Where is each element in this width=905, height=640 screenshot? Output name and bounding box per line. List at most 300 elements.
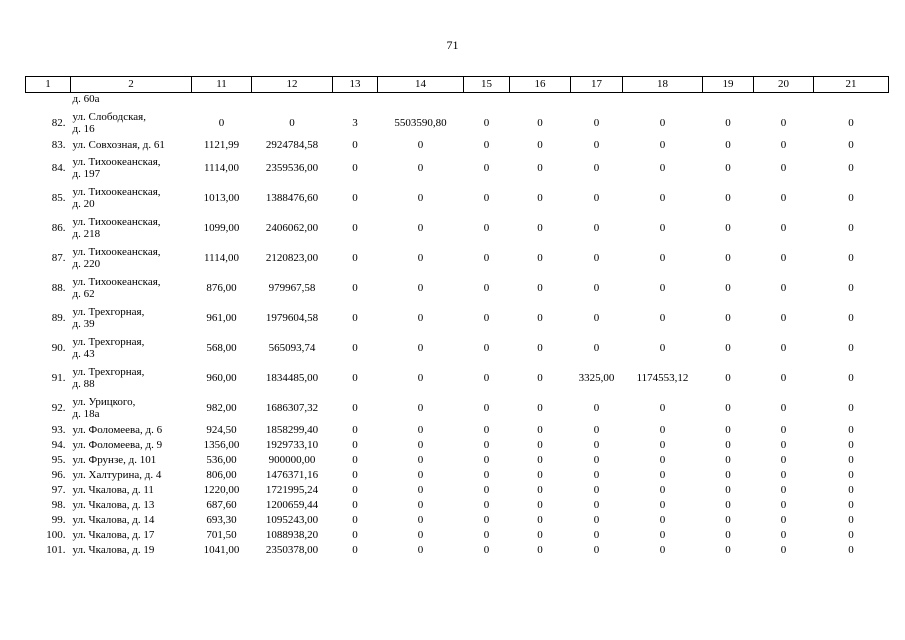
value-cell-18: 0	[659, 191, 666, 204]
value-cell-14: 0	[417, 139, 424, 152]
value-cell-19: 0	[725, 311, 731, 324]
value-cell-15: 0	[483, 499, 490, 512]
address-line: д. 39	[72, 318, 95, 330]
row-number: 97.	[51, 484, 66, 497]
table-row	[26, 108, 889, 138]
value-cell-18: 0	[659, 221, 666, 234]
value-cell-11: 693,30	[206, 514, 237, 527]
table-row	[26, 498, 889, 513]
address-cell	[71, 183, 192, 213]
value-cell-15: 0	[483, 401, 490, 414]
value-cell-18: 0	[659, 484, 666, 497]
value-cell-12: 1088938,20	[265, 529, 319, 542]
row-number: 87.	[51, 251, 66, 264]
address-cell	[71, 468, 192, 483]
value-cell-21: 0	[848, 499, 854, 512]
value-cell-13: 0	[352, 221, 358, 234]
value-cell-17: 0	[593, 401, 600, 414]
address-cell	[71, 153, 192, 183]
value-cell-11: 960,00	[206, 371, 237, 384]
value-cell-15: 0	[483, 544, 490, 557]
value-cell-20: 0	[780, 529, 787, 542]
value-cell-12: 1476371,16	[265, 469, 319, 482]
row-number: 95.	[51, 454, 66, 467]
value-cell-17: 0	[593, 484, 600, 497]
value-cell-12: 979967,58	[268, 281, 316, 294]
value-cell-11: 1121,99	[203, 139, 240, 152]
value-cell-17: 0	[593, 139, 600, 152]
value-cell-16: 0	[537, 484, 543, 497]
value-cell-16: 0	[537, 221, 543, 234]
value-cell-19: 0	[725, 139, 731, 152]
value-cell-19: 0	[725, 469, 731, 482]
value-cell-16: 0	[537, 514, 543, 527]
table-row	[26, 513, 889, 528]
value-cell-13: 0	[352, 454, 358, 467]
value-cell-21: 0	[848, 514, 854, 527]
value-cell-16: 0	[537, 251, 543, 264]
value-cell-21: 0	[848, 484, 854, 497]
value-cell-11: 1114,00	[204, 251, 239, 264]
column-header: 16	[510, 77, 571, 93]
table-row	[26, 528, 889, 543]
value-cell-20: 0	[780, 221, 787, 234]
value-cell-15: 0	[483, 454, 490, 467]
value-cell-12: 1095243,00	[265, 514, 319, 527]
value-cell-13: 0	[352, 544, 358, 557]
address-line: ул. Чкалова, д. 11	[72, 484, 154, 497]
address-cell	[71, 273, 192, 303]
value-cell-17: 0	[593, 454, 600, 467]
value-cell-13: 0	[352, 439, 358, 452]
value-cell-21: 0	[848, 191, 854, 204]
value-cell-13: 0	[352, 484, 358, 497]
value-cell-14: 0	[417, 281, 424, 294]
value-cell-15: 0	[483, 371, 490, 384]
row-number: 96.	[51, 469, 66, 482]
value-cell-21: 0	[848, 221, 854, 234]
value-cell-18: 0	[659, 139, 666, 152]
value-cell-16: 0	[537, 139, 543, 152]
address-cell	[71, 513, 192, 528]
value-cell-18: 0	[659, 341, 666, 354]
value-cell-20: 0	[780, 371, 787, 384]
value-cell-14: 0	[417, 341, 424, 354]
value-cell-11: 0	[218, 116, 225, 129]
value-cell-21: 0	[848, 371, 854, 384]
value-cell-15: 0	[483, 139, 490, 152]
value-cell-20: 0	[780, 499, 787, 512]
value-cell-18: 0	[659, 469, 666, 482]
value-cell-13: 0	[352, 281, 358, 294]
column-header: 14	[378, 77, 464, 93]
value-cell-14: 0	[417, 401, 424, 414]
value-cell-14: 0	[417, 251, 424, 264]
address-cell	[71, 243, 192, 273]
value-cell-18: 0	[659, 544, 666, 557]
value-cell-14: 0	[417, 424, 424, 437]
value-cell-11: 1099,00	[203, 221, 240, 234]
value-cell-16: 0	[537, 424, 543, 437]
value-cell-11: 701,50	[206, 529, 237, 542]
address-line: ул. Тихоокеанская,	[72, 245, 161, 258]
column-header: 20	[754, 77, 814, 93]
value-cell-13: 0	[352, 161, 358, 174]
value-cell-20: 0	[780, 116, 787, 129]
column-header: 15	[464, 77, 510, 93]
value-cell-17: 0	[593, 439, 600, 452]
value-cell-14: 5503590,80	[394, 116, 447, 129]
address-line: ул. Тихоокеанская,	[72, 155, 161, 168]
address-line: ул. Тихоокеанская,	[72, 185, 161, 198]
value-cell-11: 1041,00	[203, 544, 240, 557]
address-line: д. 197	[72, 168, 101, 180]
value-cell-13: 0	[352, 529, 358, 542]
address-cell	[71, 498, 192, 513]
address-line: д. 18а	[72, 408, 100, 420]
value-cell-18: 0	[659, 281, 666, 294]
value-cell-11: 1114,00	[204, 161, 239, 174]
table-row	[26, 363, 889, 393]
value-cell-12: 2359536,00	[265, 161, 319, 174]
value-cell-19: 0	[725, 251, 731, 264]
address-line: д. 218	[72, 228, 101, 240]
value-cell-19: 0	[725, 544, 731, 557]
value-cell-20: 0	[780, 191, 787, 204]
table-row	[26, 468, 889, 483]
value-cell-15: 0	[483, 161, 490, 174]
page-number: 71	[446, 38, 459, 52]
value-cell-18: 0	[659, 514, 666, 527]
table-row	[26, 183, 889, 213]
value-cell-15: 0	[483, 341, 490, 354]
row-number: 98.	[51, 499, 66, 512]
column-header: 1	[26, 77, 71, 93]
value-cell-12: 1858299,40	[265, 424, 319, 437]
table-row	[26, 273, 889, 303]
column-header: 11	[192, 77, 252, 93]
value-cell-20: 0	[780, 484, 787, 497]
value-cell-17: 0	[593, 116, 600, 129]
value-cell-15: 0	[483, 221, 490, 234]
value-cell-14: 0	[417, 469, 424, 482]
value-cell-15: 0	[483, 191, 490, 204]
column-header: 18	[623, 77, 703, 93]
value-cell-16: 0	[537, 281, 543, 294]
table-row	[26, 213, 889, 243]
value-cell-13: 0	[352, 191, 358, 204]
value-cell-11: 924,50	[206, 424, 237, 437]
value-cell-15: 0	[483, 251, 490, 264]
value-cell-18: 0	[659, 161, 666, 174]
table-row	[26, 153, 889, 183]
value-cell-12: 0	[289, 116, 295, 129]
value-cell-19: 0	[725, 439, 731, 452]
address-cell	[71, 393, 192, 423]
value-cell-14: 0	[417, 191, 424, 204]
value-cell-15: 0	[483, 311, 490, 324]
table-body	[26, 93, 889, 559]
column-header: 12	[252, 77, 333, 93]
value-cell-18: 1174553,12	[636, 371, 689, 384]
value-cell-20: 0	[780, 424, 787, 437]
value-cell-12: 1979604,58	[265, 311, 319, 324]
value-cell-15: 0	[483, 469, 490, 482]
column-header: 13	[333, 77, 378, 93]
table-row	[26, 393, 889, 423]
value-cell-16: 0	[537, 529, 543, 542]
table-row	[26, 438, 889, 453]
row-number: 84.	[51, 161, 66, 174]
row-number: 83.	[51, 139, 66, 152]
value-cell-19: 0	[725, 191, 731, 204]
address-cell	[71, 483, 192, 498]
table-row	[26, 138, 889, 153]
value-cell-14: 0	[417, 454, 424, 467]
value-cell-17: 0	[593, 191, 600, 204]
continuation-row	[26, 93, 889, 109]
row-number: 94.	[51, 439, 66, 452]
row-number: 86.	[51, 221, 66, 234]
value-cell-14: 0	[417, 499, 424, 512]
column-header: 21	[814, 77, 889, 93]
value-cell-18: 0	[659, 116, 666, 129]
data-table	[25, 76, 889, 558]
value-cell-17: 3325,00	[578, 371, 615, 384]
address-line: ул. Слободская,	[72, 110, 146, 123]
value-cell-18: 0	[659, 454, 666, 467]
value-cell-14: 0	[417, 371, 424, 384]
value-cell-11: 806,00	[206, 469, 237, 482]
address-line: ул. Чкалова, д. 19	[72, 544, 155, 557]
value-cell-21: 0	[848, 341, 854, 354]
value-cell-15: 0	[483, 484, 490, 497]
continuation-text: д. 60а	[72, 93, 100, 105]
value-cell-21: 0	[848, 529, 854, 542]
value-cell-19: 0	[725, 371, 731, 384]
value-cell-21: 0	[848, 281, 854, 294]
value-cell-19: 0	[725, 454, 731, 467]
value-cell-15: 0	[483, 281, 490, 294]
value-cell-15: 0	[483, 439, 490, 452]
row-number: 90.	[51, 341, 66, 354]
value-cell-11: 1013,00	[203, 191, 240, 204]
value-cell-12: 1929733,10	[265, 439, 319, 452]
value-cell-17: 0	[593, 499, 600, 512]
address-line: ул. Халтурина, д. 4	[72, 469, 162, 482]
value-cell-16: 0	[537, 341, 543, 354]
row-number: 100.	[46, 529, 66, 542]
value-cell-17: 0	[593, 341, 600, 354]
address-cell	[71, 303, 192, 333]
value-cell-19: 0	[725, 221, 731, 234]
table-row	[26, 543, 889, 558]
value-cell-13: 0	[352, 401, 358, 414]
value-cell-16: 0	[537, 469, 543, 482]
value-cell-11: 536,00	[206, 454, 237, 467]
value-cell-21: 0	[848, 469, 854, 482]
value-cell-16: 0	[537, 401, 543, 414]
value-cell-20: 0	[780, 161, 787, 174]
value-cell-21: 0	[848, 439, 854, 452]
value-cell-11: 568,00	[206, 341, 237, 354]
value-cell-20: 0	[780, 139, 787, 152]
address-line: ул. Совхозная, д. 61	[72, 139, 165, 152]
address-cell	[71, 423, 192, 438]
value-cell-15: 0	[483, 424, 490, 437]
value-cell-11: 1356,00	[203, 439, 240, 452]
value-cell-15: 0	[483, 116, 490, 129]
address-line: ул. Фоломеева, д. 9	[72, 439, 163, 452]
row-number: 93.	[51, 424, 66, 437]
row-number: 92.	[51, 401, 66, 414]
address-line: ул. Фоломеева, д. 6	[72, 424, 163, 437]
address-line: ул. Тихоокеанская,	[72, 275, 161, 288]
address-cell	[71, 453, 192, 468]
value-cell-17: 0	[593, 529, 600, 542]
address-line: ул. Трехгорная,	[72, 365, 145, 378]
value-cell-12: 2120823,00	[265, 251, 319, 264]
value-cell-16: 0	[537, 439, 543, 452]
value-cell-17: 0	[593, 544, 600, 557]
value-cell-11: 961,00	[206, 311, 237, 324]
value-cell-17: 0	[593, 251, 600, 264]
value-cell-12: 565093,74	[268, 341, 316, 354]
value-cell-12: 1388476,60	[265, 191, 319, 204]
address-cell	[71, 213, 192, 243]
row-number: 101.	[46, 544, 66, 557]
table-row	[26, 453, 889, 468]
value-cell-18: 0	[659, 311, 666, 324]
header-row	[26, 77, 889, 93]
value-cell-13: 3	[352, 116, 358, 129]
value-cell-11: 1220,00	[203, 484, 240, 497]
column-header: 19	[703, 77, 754, 93]
value-cell-18: 0	[659, 529, 666, 542]
value-cell-12: 1721995,24	[265, 484, 319, 497]
value-cell-21: 0	[848, 544, 854, 557]
address-line: д. 20	[72, 198, 95, 210]
row-number: 85.	[51, 191, 66, 204]
value-cell-20: 0	[780, 439, 787, 452]
value-cell-16: 0	[537, 371, 543, 384]
value-cell-20: 0	[780, 281, 787, 294]
value-cell-21: 0	[848, 161, 854, 174]
value-cell-13: 0	[352, 469, 358, 482]
value-cell-20: 0	[780, 454, 787, 467]
row-number: 88.	[51, 281, 66, 294]
value-cell-19: 0	[725, 484, 731, 497]
column-header: 17	[571, 77, 623, 93]
value-cell-20: 0	[780, 341, 787, 354]
value-cell-18: 0	[659, 439, 666, 452]
value-cell-19: 0	[725, 424, 731, 437]
row-number: 99.	[51, 514, 66, 527]
value-cell-12: 2406062,00	[265, 221, 319, 234]
value-cell-20: 0	[780, 514, 787, 527]
value-cell-16: 0	[537, 544, 543, 557]
address-line: д. 220	[72, 258, 101, 270]
table-row	[26, 303, 889, 333]
value-cell-11: 982,00	[206, 401, 237, 414]
value-cell-19: 0	[725, 514, 731, 527]
value-cell-19: 0	[725, 499, 731, 512]
address-line: д. 62	[72, 288, 95, 300]
value-cell-21: 0	[848, 454, 854, 467]
address-cell	[71, 528, 192, 543]
address-line: ул. Урицкого,	[72, 395, 136, 408]
value-cell-17: 0	[593, 514, 600, 527]
value-cell-13: 0	[352, 341, 358, 354]
value-cell-12: 1686307,32	[265, 401, 319, 414]
table-row	[26, 483, 889, 498]
address-line: ул. Трехгорная,	[72, 305, 145, 318]
value-cell-16: 0	[537, 116, 543, 129]
value-cell-19: 0	[725, 281, 731, 294]
value-cell-13: 0	[352, 514, 358, 527]
table-row	[26, 333, 889, 363]
value-cell-11: 687,60	[206, 499, 237, 512]
value-cell-21: 0	[848, 251, 854, 264]
address-line: д. 88	[72, 378, 95, 390]
address-line: ул. Чкалова, д. 17	[72, 529, 155, 542]
value-cell-13: 0	[352, 424, 358, 437]
value-cell-12: 900000,00	[268, 454, 316, 467]
value-cell-13: 0	[352, 251, 358, 264]
address-cell	[71, 108, 192, 138]
row-number: 82.	[51, 116, 66, 129]
value-cell-20: 0	[780, 469, 787, 482]
value-cell-13: 0	[352, 311, 358, 324]
value-cell-14: 0	[417, 161, 424, 174]
address-cell	[71, 333, 192, 363]
address-cell	[71, 138, 192, 153]
column-header: 2	[71, 77, 192, 93]
value-cell-14: 0	[417, 529, 424, 542]
value-cell-21: 0	[848, 401, 854, 414]
value-cell-21: 0	[848, 424, 854, 437]
value-cell-16: 0	[537, 191, 543, 204]
row-number: 91.	[51, 371, 66, 384]
value-cell-17: 0	[593, 221, 600, 234]
value-cell-14: 0	[417, 484, 424, 497]
value-cell-12: 2350378,00	[265, 544, 319, 557]
value-cell-13: 0	[352, 499, 358, 512]
address-cell	[71, 543, 192, 558]
value-cell-11: 876,00	[206, 281, 237, 294]
value-cell-21: 0	[848, 116, 854, 129]
value-cell-21: 0	[848, 311, 854, 324]
value-cell-19: 0	[725, 341, 731, 354]
value-cell-20: 0	[780, 401, 787, 414]
value-cell-19: 0	[725, 116, 731, 129]
address-cell	[71, 363, 192, 393]
value-cell-17: 0	[593, 161, 600, 174]
value-cell-12: 1834485,00	[265, 371, 319, 384]
value-cell-14: 0	[417, 221, 424, 234]
value-cell-18: 0	[659, 251, 666, 264]
table-row	[26, 243, 889, 273]
address-cell	[71, 438, 192, 453]
address-line: д. 43	[72, 348, 95, 360]
value-cell-20: 0	[780, 311, 787, 324]
value-cell-16: 0	[537, 454, 543, 467]
value-cell-16: 0	[537, 311, 543, 324]
value-cell-20: 0	[780, 544, 787, 557]
value-cell-15: 0	[483, 514, 490, 527]
value-cell-13: 0	[352, 139, 358, 152]
value-cell-14: 0	[417, 439, 424, 452]
